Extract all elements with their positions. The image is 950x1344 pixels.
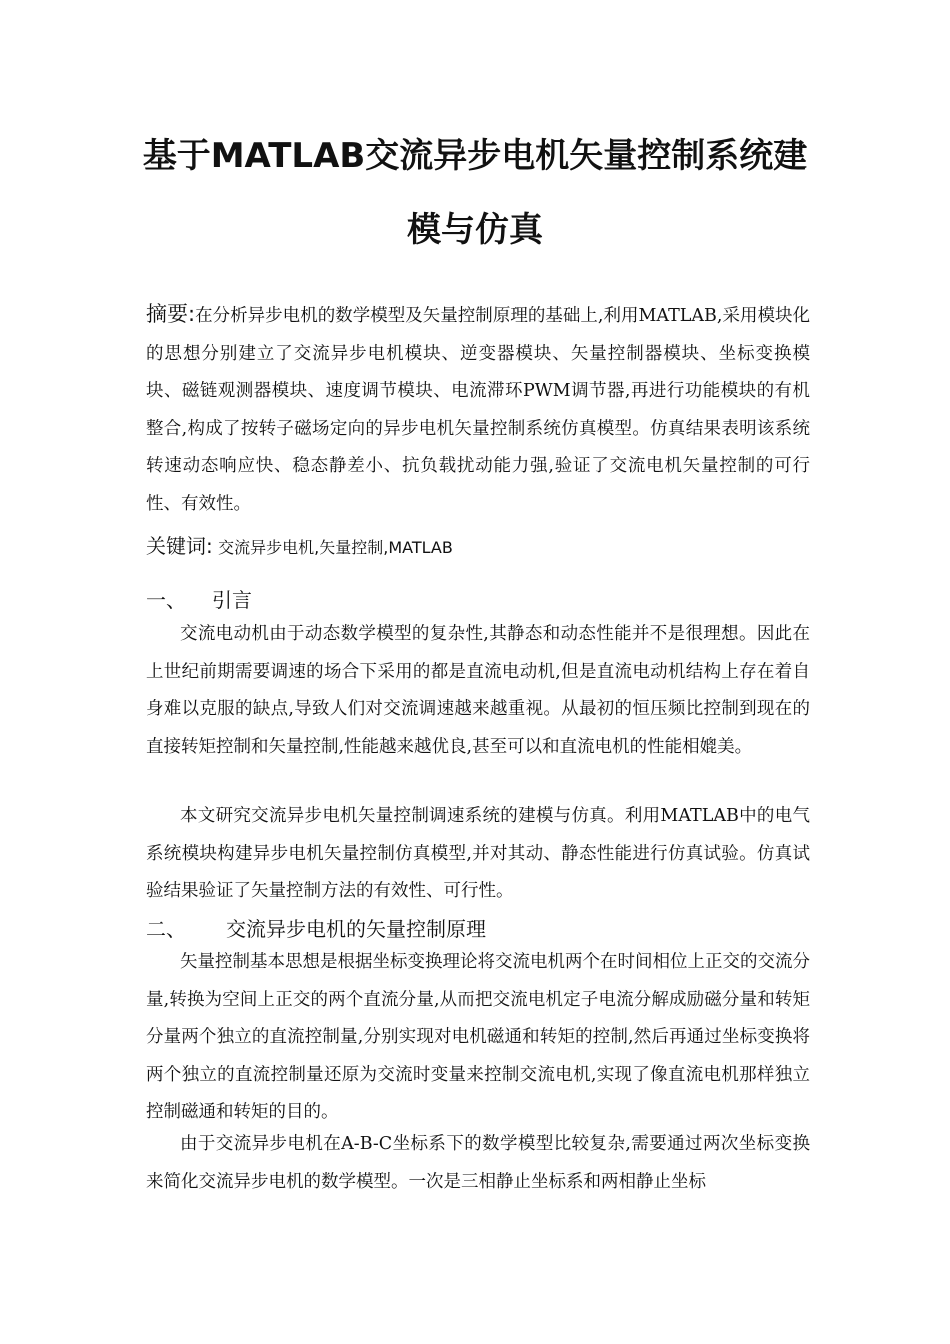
keywords-line — [146, 530, 453, 559]
abstract-text: 在分析异步电机的数学模型及矢量控制原理的基础上,利用MATLAB,采用模块化的思想分别建立了交流异步电机模块、逆变器模块、矢量控制器模块、坐标变换模块、磁链观测器模块、速度调节模块、电流滞环PWM调节器,再进行功能模块的有机整合,构成了按转子磁场定向的异步电机矢量控制系统仿真模型。仿真结果表明该系统转速动态响应快、稳态静差小、抗负载扰动能力强,验证了交流电机矢量控制的可行性、有效性。 — [146, 306, 811, 514]
abstract-block — [146, 296, 810, 523]
body-paragraph: 交流电动机由于动态数学模型的复杂性,其静态和动态性能并不是很理想。因此在上世纪前期需要调速的场合下采用的都是直流电动机,但是直流电动机结构上存在着自身难以克服的缺点,导致人们对交流调速越来越重视。从最初的恒压频比控制到现在的直接转矩控制和矢量控制,性能越来越优良,甚至可以和直流电机的性能相媲美。 — [146, 624, 810, 757]
document-title-line-1: 基于MATLAB交流异步电机矢量控制系统建 — [142, 136, 808, 176]
section-title: 引言 — [212, 588, 252, 612]
section-number: 二、 — [146, 917, 186, 941]
section-heading-intro — [146, 584, 252, 613]
keywords-text: 交流异步电机,矢量控制,MATLAB — [218, 538, 453, 557]
body-paragraph: 由于交流异步电机在A-B-C坐标系下的数学模型比较复杂,需要通过两次坐标变换来简化交流异步电机的数学模型。一次是三相静止坐标系和两相静止坐标 — [146, 1134, 810, 1192]
body-paragraph: 矢量控制基本思想是根据坐标变换理论将交流电机两个在时间相位上正交的交流分量,转换为空间上正交的两个直流分量,从而把交流电机定子电流分解成励磁分量和转矩分量两个独立的直流控制量,分别实现对电机磁通和转矩的控制,然后再通过坐标变换将两个独立的直流控制量还原为交流时变量来控制交流电机,实现了像直流电机那样独立控制磁通和转矩的目的。 — [146, 952, 810, 1122]
section-heading-principle — [146, 913, 486, 942]
document-title-line-2: 模与仿真 — [407, 210, 543, 250]
section-title: 交流异步电机的矢量控制原理 — [226, 917, 486, 941]
body-paragraph: 本文研究交流异步电机矢量控制调速系统的建模与仿真。利用MATLAB中的电气系统模块构建异步电机矢量控制仿真模型,并对其动、静态性能进行仿真试验。仿真试验结果验证了矢量控制方法的有效性、可行性。 — [146, 806, 810, 901]
keywords-label: 关键词: — [146, 534, 213, 558]
section-number: 一、 — [146, 588, 186, 612]
abstract-label: 摘要: — [146, 302, 196, 326]
